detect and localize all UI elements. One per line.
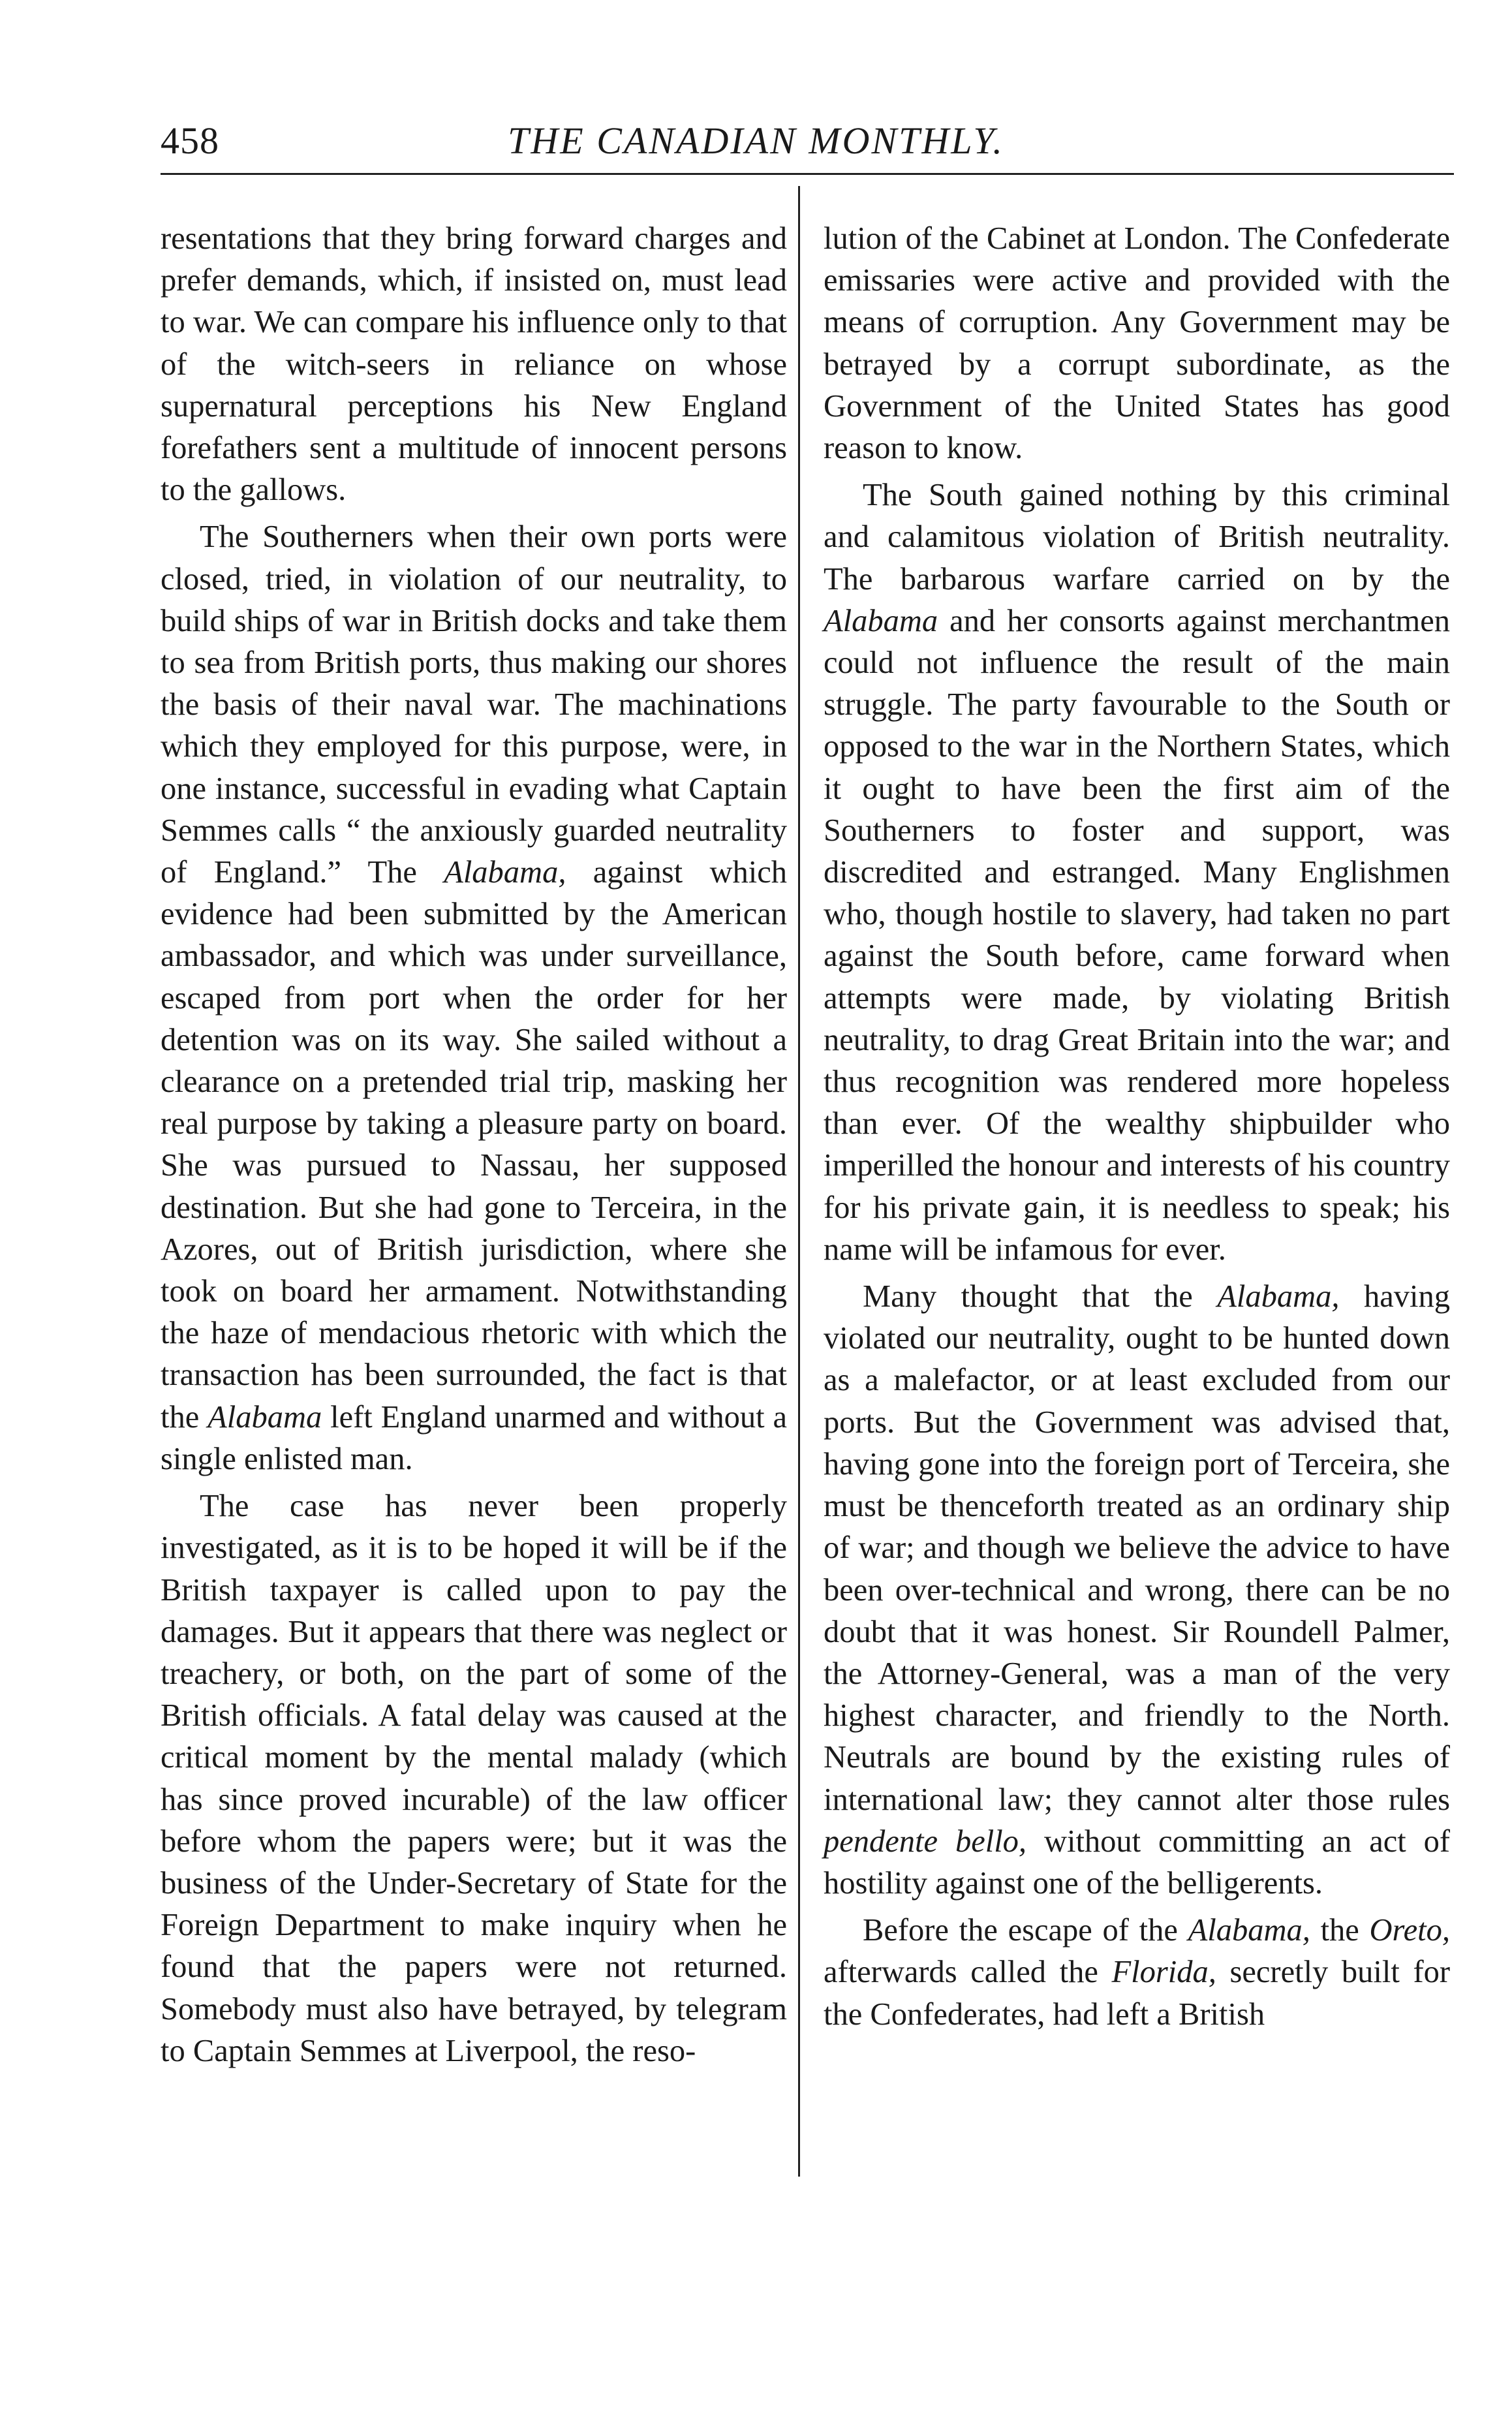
ship-name: Alabama, [1188,1913,1310,1948]
ship-name: Oreto, [1369,1913,1451,1948]
ship-name: Florida, [1111,1955,1216,1990]
paragraph: The South gained nothing by this criminal and calamitous violation of British neutrality. The barbarous warfare carried on by the Alabama and her consorts against merchantmen could not influence the result of the main struggle. The party favourable to the South or opposed to the war in the Northern States, which it ought to have been the first aim of the Southerners to foster and support, was discredited and estranged. Many Englishmen who, though hostile to slavery, had taken no part against the South before, came forward when attempts were made, by violating British neutrality, to drag Great Britain into the war; and thus recognition was rendered more hopeless than ever. Of the wealthy shipbuilder who imperilled the honour and interests of his country for his private gain, it is needless to speak; his name will be infamous for ever. [824,478,1451,1267]
paragraph: The case has never been properly investigated, as it is to be hoped it will be if the British taxpayer is called upon to pay the damages. But it appears that there was neglect or treachery, or both, on the part of some of the British officials. A fatal delay was caused at the critical moment by the mental malady (which has since proved incurable) of the law officer before whom the papers were; but it was the business of the Under-Secretary of State for the Foreign Department to make inquiry when he found that the papers were not returned. Somebody must also have betrayed, by telegram to Captain Semmes at Liverpool, the reso- [161,1489,787,2068]
running-title: THE CANADIAN MONTHLY. [508,119,1004,162]
paragraph: lution of the Cabinet at London. The Confederate emissaries were active and provided with the means of corruption. Any Government may be betrayed by a corrupt subordinate, as the Government of the United States has good reason to know. [824,221,1450,466]
latin-phrase: pendente bello, [824,1824,1027,1859]
column-divider [798,186,800,2177]
left-column [161,218,787,2072]
header-rule [161,173,1454,175]
ship-name: Alabama, [444,855,566,890]
paragraph: Before the escape of the Alabama, the Oreto, afterwards called the Florida, secretly built for the Confederates, had left a British [824,1913,1451,2032]
ship-name: Alabama [208,1399,322,1435]
ship-name: Alabama, [1217,1279,1340,1314]
paragraph: The Southerners when their own ports were closed, tried, in violation of our neutrality, to build ships of war in British docks and take them to sea from British ports, thus making our shores the basis of their naval war. The machinations which they employed for this purpose, were, in one instance, successful in evading what Captain Semmes calls “ the anxiously guarded neutrality of England.” The Alabama, against which evidence had been submitted by the American ambassador, and which was under surveillance, escaped from port when the order for her detention was on its way. She sailed without a clearance on a pretended trial trip, masking her real purpose by taking a pleasure party on board. She was pursued to Nassau, her supposed destination. But she had gone to Terceira, in the Azores, out of British jurisdiction, where she took on board her armament. Notwithstanding the haze of mendacious rhetoric with which the transaction has been surrounded, the fact is that the Alabama left England unarmed and without a single enlisted man. [161,520,788,1476]
paragraph: resentations that they bring forward charges and prefer demands, which, if insisted on, must lead to war. We can compare his influence only to that of the witch-seers in reliance on whose supernatural perceptions his New England forefathers sent a multitude of innocent persons to the gallows. [161,221,787,508]
paragraph: Many thought that the Alabama, having violated our neutrality, ought to be hunted down as a malefactor, or at least excluded from our ports. But the Government was advised that, having gone into the foreign port of Terceira, she must be thenceforth treated as an ordinary ship of war; and though we believe the advice to have been over-technical and wrong, there can be no doubt that it was honest. Sir Roundell Palmer, the Attorney-General, was a man of the very highest character, and friendly to the North. Neutrals are bound by the existing rules of international law; they cannot alter those rules pendente bello, without committing an act of hostility against one of the belligerents. [824,1279,1451,1901]
page-number: 458 [161,119,219,162]
right-column [824,218,1450,2036]
ship-name: Alabama [824,603,938,638]
